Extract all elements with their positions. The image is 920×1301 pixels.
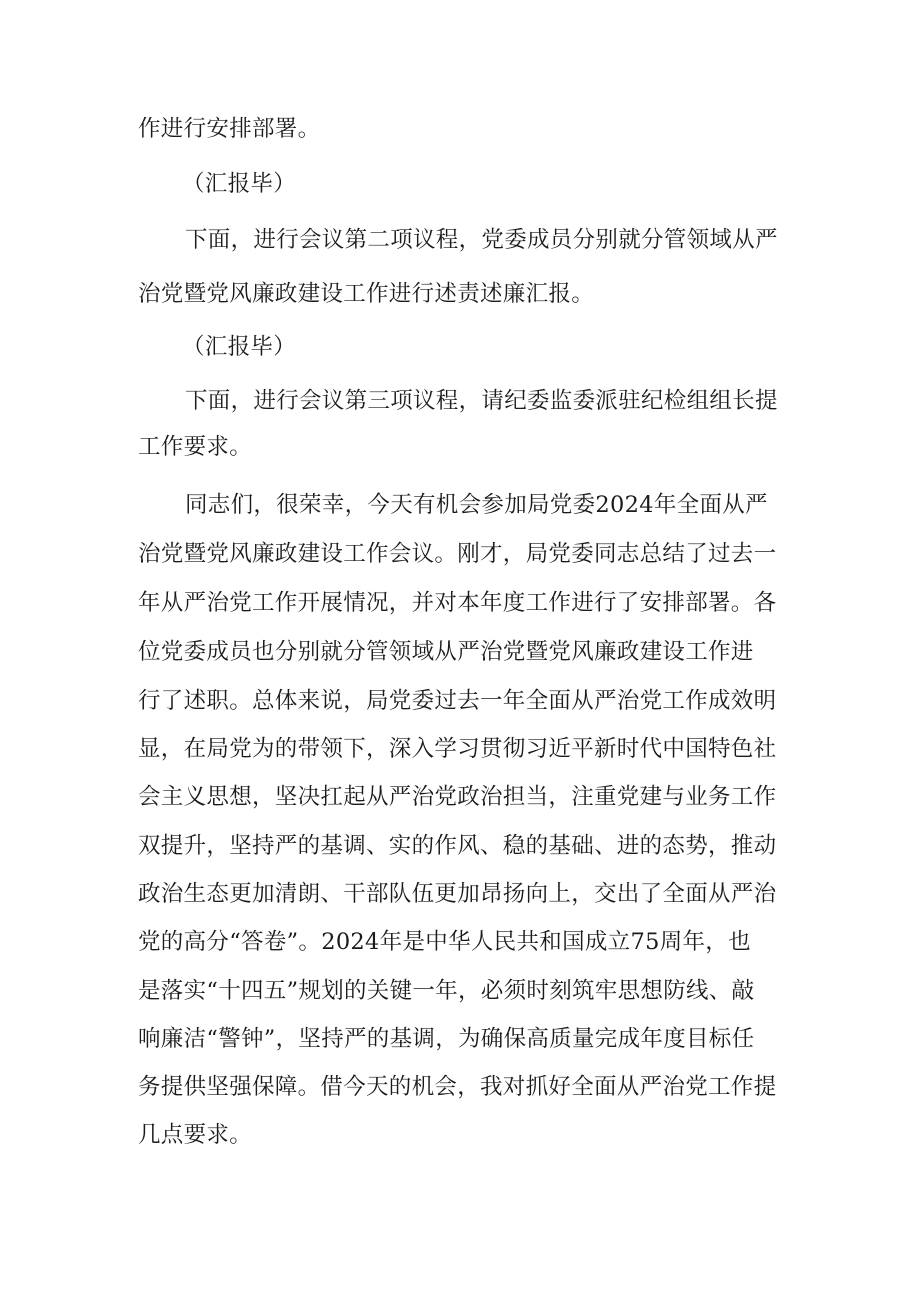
body-text-line: 行了述职。总体来说，局党委过去一年全面从严治党工作成效明 <box>138 688 777 714</box>
body-text-line: 治党暨党风廉政建设工作进行述责述廉汇报。 <box>138 281 595 307</box>
body-text-line: 会主义思想，坚决扛起从严治党政治担当，注重党建与业务工作 <box>138 784 777 810</box>
body-text-line: 下面，进行会议第三项议程，请纪委监委派驻纪检组组长提 <box>185 388 778 414</box>
body-text-line: 务提供坚强保障。借今天的机会，我对抓好全面从严治党工作提 <box>138 1074 777 1100</box>
body-text-line: 作进行安排部署。 <box>138 116 321 142</box>
body-text-line: 位党委成员也分别就分管领域从严治党暨党风廉政建设工作进 <box>138 639 754 665</box>
report-finished-marker: （汇报毕） <box>182 334 297 360</box>
body-text-line: 治党暨党风廉政建设工作会议。刚才，局党委同志总结了过去一 <box>138 541 777 567</box>
body-text-line: 年从严治党工作开展情况，并对本年度工作进行了安排部署。各 <box>138 590 777 616</box>
body-text-line: 显，在局党为的带领下，深入学习贯彻习近平新时代中国特色社 <box>138 736 777 762</box>
body-text-line: 政治生态更加清朗、干部队伍更加昂扬向上，交出了全面从严治 <box>138 881 777 907</box>
body-text-line: 响廉洁“警钟”，坚持严的基调，为确保高质量完成年度目标任 <box>138 1026 755 1052</box>
body-text-line: 双提升，坚持严的基调、实的作风、稳的基础、进的态势，推动 <box>138 833 777 859</box>
report-finished-marker: （汇报毕） <box>182 171 297 197</box>
body-text-line: 下面，进行会议第二项议程，党委成员分别就分管领域从严 <box>185 227 778 253</box>
body-text-line: 几点要求。 <box>138 1122 253 1148</box>
body-text-line: 同志们，很荣幸，今天有机会参加局党委2024年全面从严 <box>185 492 768 518</box>
body-text-line: 是落实“十四五”规划的关键一年，必须时刻筑牢思想防线、敲 <box>138 978 755 1004</box>
body-text-line: 工作要求。 <box>138 434 253 460</box>
body-text-line: 党的高分“答卷”。2024年是中华人民共和国成立75周年，也 <box>138 929 751 955</box>
